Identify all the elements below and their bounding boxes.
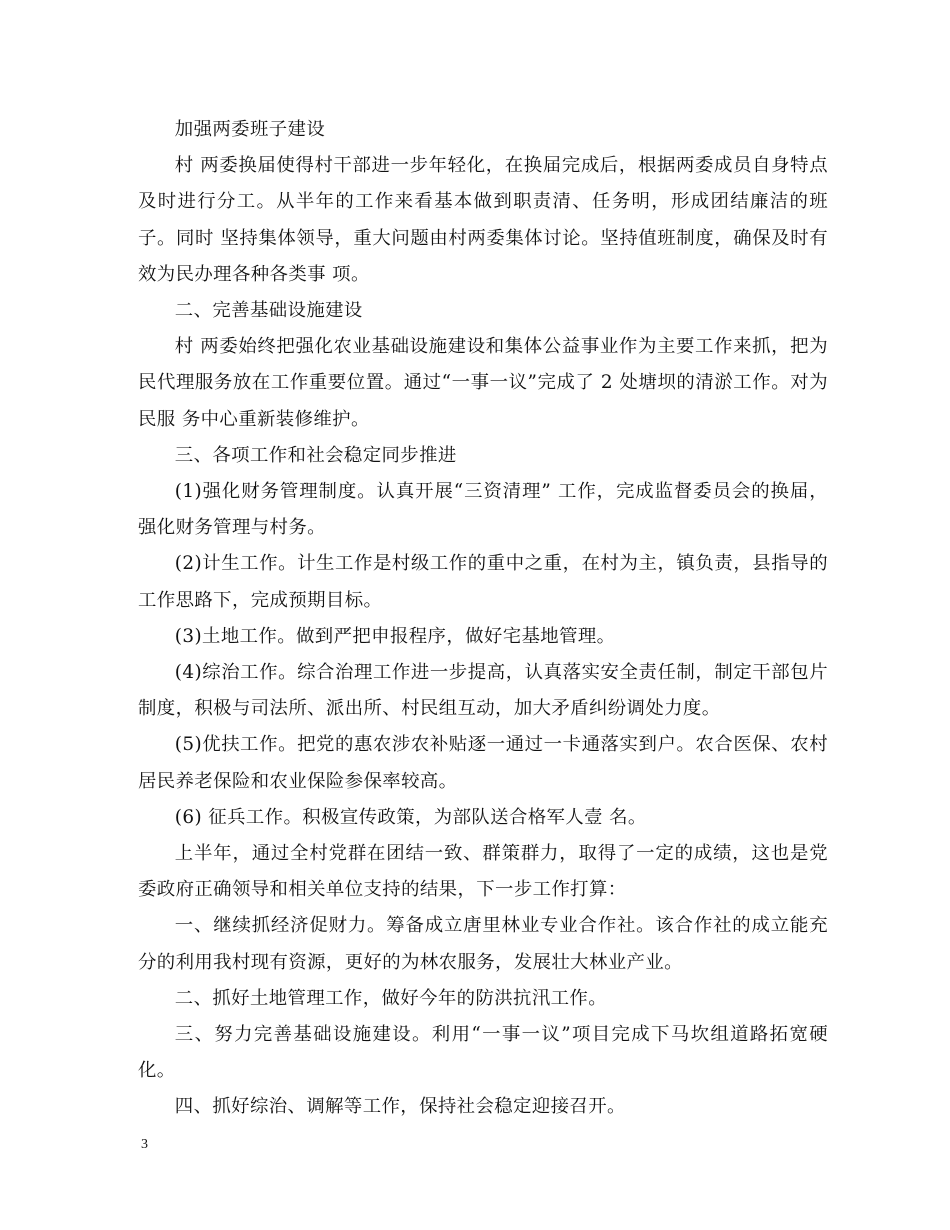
paragraph-item-land: (3)土地工作。做到严把申报程序，做好宅基地管理。 xyxy=(174,625,616,647)
paragraph-heading-infrastructure: 二、完善基础设施建设 xyxy=(174,300,363,322)
paragraph-heading-team-building: 加强两委班子建设 xyxy=(174,119,326,140)
page-number: 3 xyxy=(141,1137,148,1152)
paragraph-plan-economy: 一、继续抓经济促财力。筹备成立唐里林业专业合作社。该合作社的成立能充分的利用我村现有资源，更好的为林农服务，发展壮大林业产业。 xyxy=(138,915,828,973)
paragraph-plan-stability: 四、抓好综治、调解等工作，保持社会稳定迎接召开。 xyxy=(174,1096,626,1118)
document-body xyxy=(138,112,828,1126)
paragraph-item-governance: (4)综治工作。综合治理工作进一步提高，认真落实安全责任制，制定干部包片制度，积极与司法所、派出所、村民组互动，加大矛盾纠纷调处力度。 xyxy=(138,662,828,720)
paragraph-heading-stability: 三、各项工作和社会稳定同步推进 xyxy=(174,444,457,466)
paragraph-plan-infrastructure: 三、努力完善基础设施建设。利用“一事一议”项目完成下马坎组道路拓宽硬化。 xyxy=(138,1024,828,1082)
paragraph-team-building: 村 两委换届使得村干部进一步年轻化，在换届完成后，根据两委成员自身特点及时进行分工。从半年的工作来看基本做到职责清、任务明，形成团结廉洁的班子。同时 坚持集体领导，重大问题由村两委集体讨论。坚持值班制度，确保及时有效为民办理各种各类事 项。 xyxy=(138,155,828,285)
paragraph-item-conscription: (6) 征兵工作。积极宣传政策，为部队送合格军人壹 名。 xyxy=(174,806,647,828)
paragraph-item-finance: (1)强化财务管理制度。认真开展“三资清理” 工作，完成监督委员会的换届，强化财务管理与村务。 xyxy=(138,481,828,539)
paragraph-infrastructure: 村 两委始终把强化农业基础设施建设和集体公益事业作为主要工作来抓，把为民代理服务放在工作重要位置。通过“一事一议”完成了 2 处塘坝的清淤工作。对为民服 务中心重新装修维护。 xyxy=(138,336,828,430)
paragraph-plan-land: 二、抓好土地管理工作，做好今年的防洪抗汛工作。 xyxy=(174,987,607,1009)
paragraph-item-support: (5)优扶工作。把党的惠农涉农补贴逐一通过一卡通落实到户。农合医保、农村居民养老保险和农业保险参保率较高。 xyxy=(138,734,828,792)
paragraph-half-year-summary: 上半年，通过全村党群在团结一致、群策群力，取得了一定的成绩，这也是党委政府正确领导和相关单位支持的结果，下一步工作打算： xyxy=(138,843,828,901)
paragraph-item-family-planning: (2)计生工作。计生工作是村级工作的重中之重，在村为主，镇负责，县指导的工作思路下，完成预期目标。 xyxy=(138,553,828,611)
